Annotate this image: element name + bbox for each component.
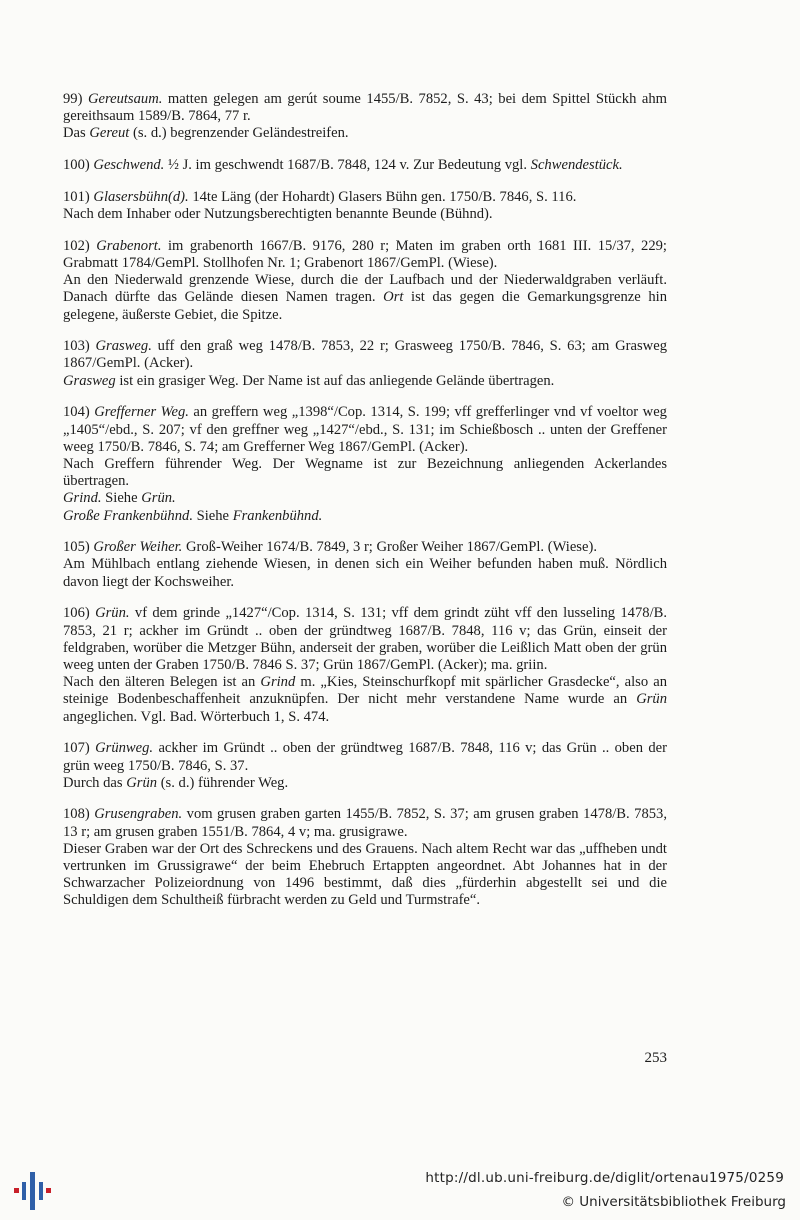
entry-text: ackher im Gründt .. oben der gründtweg 1687/B. 7848, 116 v; das Grün .. oben der grün weeg 1750/B. 7846, S. 37. [63, 740, 667, 774]
entry-text: Durch das [63, 774, 127, 791]
entry-italic-text: Große Frankenbühnd. [63, 507, 193, 524]
entry-paragraph [63, 373, 667, 390]
entry-text: (s. d.) führender Weg. [157, 774, 289, 791]
entry-text: Nach dem Inhaber oder Nutzungsberechtigten benannte Beunde (Bühnd). [63, 206, 493, 223]
entry-italic-text: Frankenbühnd. [232, 507, 323, 524]
entry-text: Das [63, 125, 90, 142]
ub-freiburg-logo-icon [12, 1170, 52, 1212]
entry-paragraph [63, 539, 667, 556]
entry-italic-text: Grind. [63, 490, 102, 507]
entry-italic-text: Grind [260, 674, 296, 691]
entry-text: 14te Läng (der Hohardt) Glasers Bühn gen. 1750/B. 7846, S. 116. [188, 188, 577, 205]
entry-text: Siehe [101, 490, 142, 507]
entry [63, 157, 667, 174]
entry [63, 189, 667, 223]
entry-text: 103) [63, 338, 96, 355]
entry-italic-text: Grün [636, 691, 667, 708]
entry-italic-text: Großer Weiher. [93, 539, 183, 556]
entry-text: Siehe [192, 507, 233, 524]
entry-paragraph [63, 605, 667, 674]
entry-text: im grabenorth 1667/B. 9176, 280 r; Maten im graben orth 1681 III. 15/37, 229; Grabmatt 1784/GemPl. Stollhofen Nr. 1; Grabenort 1867/GemPl. (Wiese). [63, 237, 667, 271]
entry-text: vf dem grinde „1427“/Cop. 1314, S. 131; vff dem grindt züht vff den lusseling 1478/B. 7853, 21 r; ackher im Gründt .. oben der gründtweg 1687/B. 7848, 116 v; das Grün, einseit der feldgraben, worüber die Metzger Bühn, anderseit der graben, worüber die Leißlich Matt oben der grün weeg unten der Graben 1750/B. 7846 S. 37; Grün 1867/GemPl. (Acker); ma. griin. [63, 605, 668, 673]
entry [63, 605, 667, 725]
entry-paragraph [63, 206, 667, 223]
entry-text: 100) [63, 157, 94, 174]
entry-text: 101) [63, 188, 94, 205]
entry-paragraph [63, 490, 667, 507]
entry-paragraph [63, 338, 667, 372]
entry [63, 806, 667, 909]
entry-text: An den Niederwald grenzende Wiese, durch die der Laufbach und der Niederwaldgraben verläuft. Danach dürfte das Gelände diesen Namen tragen. [63, 272, 667, 306]
entry-italic-text: Grün. [141, 490, 176, 507]
entry-paragraph [63, 740, 667, 774]
entry [63, 539, 667, 591]
entry-text: 102) [63, 237, 97, 254]
entry-paragraph [63, 456, 667, 490]
entry-italic-text: Grünweg. [95, 740, 154, 757]
entry-italic-text: Grasweg. [95, 338, 152, 355]
entry-text: ½ J. im geschwendt 1687/B. 7848, 124 v. Zur Bedeutung vgl. [164, 157, 531, 174]
entry-paragraph [63, 125, 667, 142]
entry-text: Nach Greffern führender Weg. Der Wegname ist zur Bezeichnung anliegenden Ackerlandes übertragen. [63, 455, 667, 490]
entry-text: 99) [63, 91, 88, 107]
entry-paragraph [63, 806, 667, 840]
entry-italic-text: Grün [126, 774, 158, 791]
entry-list [63, 91, 667, 924]
entry-italic-text: Ort [383, 289, 404, 306]
entry-paragraph [63, 674, 667, 726]
page-number: 253 [644, 1050, 667, 1066]
entry-paragraph [63, 508, 667, 525]
entry-paragraph [63, 91, 667, 125]
entry-text: matten gelegen am gerút soume 1455/B. 7852, S. 43; bei dem Spittel Stückh ahm gereithsaum 1589/B. 7864, 77 r. [63, 91, 667, 125]
entry-text: an greffern weg „1398“/Cop. 1314, S. 199; vff grefferlinger vnd vf voeltor weg „1405“/ebd., S. 207; vf den greffner weg „1427“/ebd., S. 131; im Schießbosch .. unten der Greffener weeg 1750/B. 7846, S. 74; am Grefferner Weg 1867/GemPl. (Acker). [63, 404, 667, 455]
entry-italic-text: Schwendestück. [530, 157, 623, 174]
entry-text: ist ein grasiger Weg. Der Name ist auf das anliegende Gelände übertragen. [115, 372, 555, 389]
entry-text: 107) [63, 740, 96, 757]
entry-paragraph [63, 556, 667, 590]
entry-italic-text: Geschwend. [93, 157, 165, 174]
entry-italic-text: Grabenort. [96, 237, 162, 254]
entry-text: 108) [63, 806, 95, 823]
entry-text: angeglichen. Vgl. Bad. Wörterbuch 1, S. 474. [63, 708, 330, 725]
entry-text: 104) [63, 404, 95, 421]
entry-text: 105) [63, 539, 94, 556]
entry-italic-text: Grasweg [63, 372, 116, 389]
entry-text: vom grusen graben garten 1455/B. 7852, S. 37; am grusen graben 1478/B. 7853, 13 r; am grusen graben 1551/B. 7864, 4 v; ma. grusigrawe. [63, 806, 667, 840]
entry-text: Dieser Graben war der Ort des Schreckens und des Grauens. Nach altem Recht war das „uffheben undt vertrunken im Grussigrawe“ der beim Ehebruch Ertappten angeordnet. Abt Johannes hat in der Schwarzacher Polizeiordnung von 1496 bestimmt, daß dies „fürderhin abgestellt sei und die Schuldigen dem Schultheiß fürbracht werden zu Geld und Turmstrafe“. [63, 840, 667, 909]
entry-text: Groß-Weiher 1674/B. 7849, 3 r; Großer Weiher 1867/GemPl. (Wiese). [182, 539, 597, 556]
entry-paragraph [63, 189, 667, 206]
entry-text: Nach den älteren Belegen ist an [63, 674, 261, 691]
entry-paragraph [63, 272, 667, 324]
entry-text: (s. d.) begrenzender Geländestreifen. [129, 125, 349, 142]
entry-paragraph [63, 238, 667, 272]
entry-text: 106) [63, 605, 96, 622]
entry-text: uff den graß weg 1478/B. 7853, 22 r; Grasweeg 1750/B. 7846, S. 63; am Grasweg 1867/GemPl. (Acker). [63, 338, 667, 372]
entry [63, 238, 667, 324]
footer-url-link[interactable]: http://dl.ub.uni-freiburg.de/diglit/ortenau1975/0259 [425, 1170, 784, 1186]
entry-text: ist das gegen die Gemarkungsgrenze hin gelegene, äußerste Gebiet, die Spitze. [63, 289, 667, 323]
entry [63, 740, 667, 792]
entry-italic-text: Gereutsaum. [87, 91, 163, 107]
entry-paragraph [63, 775, 667, 792]
entry-italic-text: Grefferner Weg. [94, 404, 189, 421]
entry-text: Am Mühlbach entlang ziehende Wiesen, in denen sich ein Weiher befunden haben muß. Nördlich davon liegt der Kochsweiher. [63, 556, 667, 590]
entry [63, 91, 667, 143]
entry-paragraph [63, 841, 667, 910]
entry-paragraph [63, 157, 667, 174]
entry [63, 338, 667, 390]
entry-italic-text: Grün. [95, 605, 130, 622]
entry-text: m. „Kies, Steinschurfkopf mit spärlicher Grasdecke“, also an steinige Bodenbeschaffenheit anzuknüpfen. Der nicht mehr verstandene Name wurde an [63, 674, 667, 708]
entry-italic-text: Gereut [89, 125, 130, 142]
footer-copyright: © Universitätsbibliothek Freiburg [561, 1194, 786, 1210]
entry [63, 404, 667, 524]
entry-paragraph [63, 404, 667, 456]
footer [0, 1156, 800, 1220]
entry-italic-text: Glasersbühn(d). [93, 188, 189, 205]
entry-italic-text: Grusengraben. [94, 806, 183, 823]
